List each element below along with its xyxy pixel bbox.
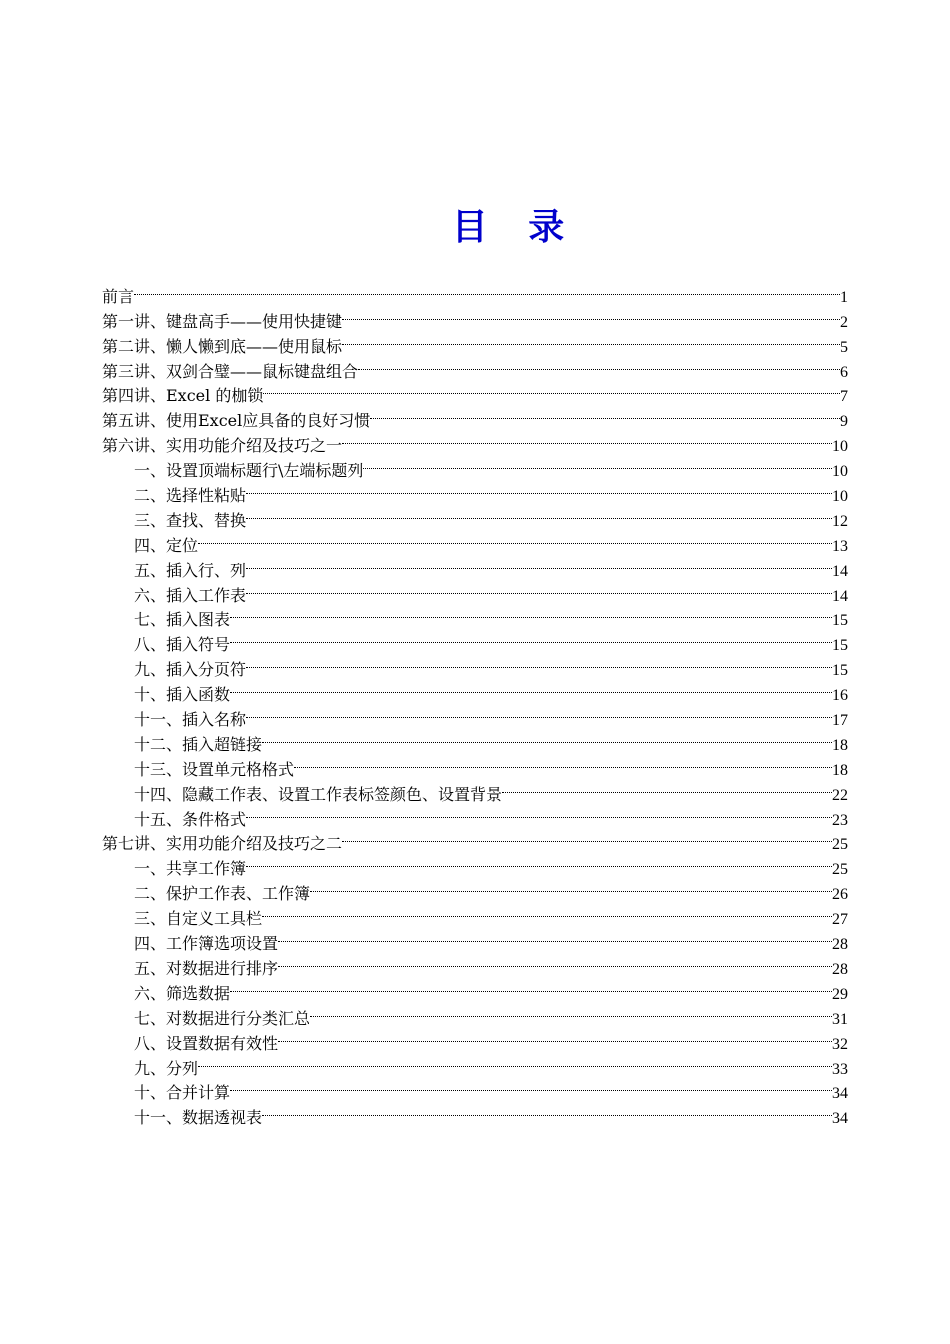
toc-entry-title: 十、插入函数 [134,685,231,705]
toc-entry-title: 第一讲、键盘高手——使用快捷键 [102,311,343,331]
toc-dot-leader [262,725,832,750]
toc-entry-page-number: 10 [832,463,848,481]
toc-entry[interactable] [102,277,848,306]
toc-entry-page-number: 26 [832,886,848,904]
toc-entry-title: 前言 [102,286,135,306]
toc-dot-leader [134,277,840,302]
toc-entry-title: 八、插入符号 [134,635,231,655]
toc-dot-leader [363,451,832,476]
toc-entry-page-number: 12 [832,512,848,530]
toc-entry-title: 一、共享工作簿 [134,859,247,879]
toc-entry-title: 十一、插入名称 [134,710,247,730]
toc-entry-page-number: 14 [832,587,848,605]
toc-entry-page-number: 9 [840,413,848,431]
toc-entry-page-number: 25 [832,836,848,854]
toc-dot-leader [198,1049,832,1074]
toc-dot-leader [263,377,840,402]
toc-entry-title: 八、设置数据有效性 [134,1033,279,1053]
toc-entry-page-number: 18 [832,761,848,779]
toc-dot-leader [230,601,832,626]
toc-entry-page-number: 17 [832,712,848,730]
toc-dot-leader [342,825,832,850]
toc-entry-title: 四、工作簿选项设置 [134,934,279,954]
toc-dot-leader [502,775,832,800]
toc-entry-title: 十三、设置单元格格式 [134,759,295,779]
toc-entry-page-number: 2 [840,313,848,331]
toc-dot-leader [246,476,832,501]
toc-dot-leader [198,526,832,551]
toc-entry-title: 十五、条件格式 [134,809,247,829]
toc-entry-page-number: 34 [832,1085,848,1103]
toc-entry-title: 四、定位 [134,535,199,555]
toc-dot-leader [246,650,832,675]
toc-dot-leader [342,327,840,352]
toc-entry-title: 一、设置顶端标题行\左端标题列 [134,461,364,481]
toc-entry-title: 二、选择性粘贴 [134,486,247,506]
toc-entry-page-number: 22 [832,786,848,804]
toc-dot-leader [230,625,832,650]
toc-entry-title: 十一、数据透视表 [134,1108,263,1128]
toc-entry-page-number: 32 [832,1035,848,1053]
toc-entry-title: 三、自定义工具栏 [134,909,263,929]
toc-entry-title: 第三讲、双剑合璧——鼠标键盘组合 [102,361,359,381]
toc-dot-leader [342,302,840,327]
toc-entry-page-number: 18 [832,736,848,754]
toc-dot-leader [246,800,832,825]
toc-entry-page-number: 25 [832,861,848,879]
toc-entry-page-number: 23 [832,811,848,829]
toc-dot-leader [246,700,832,725]
toc-dot-leader [230,675,832,700]
toc-dot-leader [262,1098,832,1123]
toc-entry[interactable] [102,526,848,555]
toc-dot-leader [246,576,832,601]
toc-entry-page-number: 28 [832,936,848,954]
toc-entry-page-number: 16 [832,687,848,705]
toc-entry-title: 九、分列 [134,1058,199,1078]
toc-dot-leader [278,949,832,974]
toc-entry-page-number: 15 [832,637,848,655]
toc-entry-page-number: 7 [840,388,848,406]
toc-entry-page-number: 10 [832,438,848,456]
toc-entry-page-number: 1 [840,288,848,306]
toc-dot-leader [246,849,832,874]
toc-entry-title: 七、插入图表 [134,610,231,630]
toc-entry[interactable] [102,1074,848,1103]
toc-entry[interactable] [102,551,848,580]
toc-entry-title: 五、对数据进行排序 [134,958,279,978]
toc-entry-page-number: 31 [832,1010,848,1028]
toc-entry-page-number: 6 [840,363,848,381]
toc-dot-leader [262,899,832,924]
toc-dot-leader [358,352,840,377]
toc-dot-leader [294,750,832,775]
toc-entry-title: 第七讲、实用功能介绍及技巧之二 [102,834,343,854]
toc-entry-page-number: 27 [832,911,848,929]
toc-entry-page-number: 5 [840,338,848,356]
toc-entry-title: 六、筛选数据 [134,983,231,1003]
toc-entry-title: 五、插入行、列 [134,560,247,580]
toc-entry[interactable] [102,302,848,331]
toc-dot-leader [370,401,840,426]
toc-entry-title: 二、保护工作表、工作簿 [134,884,311,904]
toc-entry-page-number: 34 [832,1110,848,1128]
toc-dot-leader [310,874,832,899]
toc-dot-leader [246,551,832,576]
toc-entry-title: 十二、插入超链接 [134,734,263,754]
toc-entry-title: 三、查找、替换 [134,510,247,530]
toc-entry-title: 九、插入分页符 [134,660,247,680]
toc-dot-leader [278,924,832,949]
toc-dot-leader [230,1074,832,1099]
toc-entry-title: 第五讲、使用Excel应具备的良好习惯 [102,411,371,431]
toc-entry-page-number: 10 [832,488,848,506]
toc-entry-page-number: 28 [832,960,848,978]
toc-entry-page-number: 14 [832,562,848,580]
toc-dot-leader [230,974,832,999]
toc-entry-title: 第二讲、懒人懒到底——使用鼠标 [102,336,343,356]
toc-entry-title: 七、对数据进行分类汇总 [134,1008,311,1028]
toc-entry-title: 十四、隐藏工作表、设置工作表标签颜色、设置背景 [134,784,503,804]
toc-entry-page-number: 15 [832,662,848,680]
toc-entry-title: 第六讲、实用功能介绍及技巧之一 [102,436,343,456]
table-of-contents [102,277,848,1128]
toc-title: 目 录 [451,206,579,248]
toc-entry-title: 第四讲、Excel 的枷锁 [102,386,264,406]
toc-dot-leader [310,999,832,1024]
toc-entry-page-number: 29 [832,985,848,1003]
toc-dot-leader [278,1024,832,1049]
toc-entry[interactable] [102,1049,848,1078]
toc-entry-page-number: 15 [832,612,848,630]
toc-dot-leader [246,501,832,526]
toc-entry-title: 十、合并计算 [134,1083,231,1103]
toc-entry-page-number: 33 [832,1060,848,1078]
toc-entry-title: 六、插入工作表 [134,585,247,605]
toc-entry-page-number: 13 [832,537,848,555]
toc-dot-leader [342,426,832,451]
